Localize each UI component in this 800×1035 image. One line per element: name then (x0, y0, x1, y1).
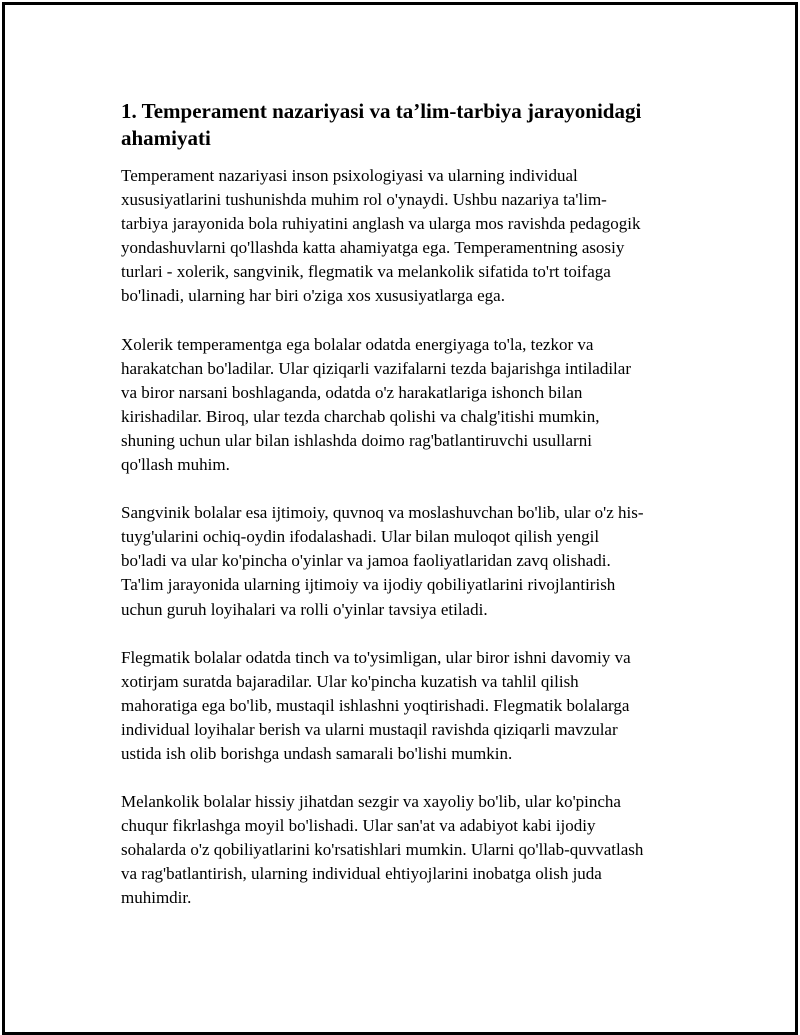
paragraph-xolerik (121, 333, 693, 478)
text-line: tuyg'ularini ochiq-oydin ifodalashadi. Ular bilan muloqot qilish yengil (121, 527, 600, 547)
text-line: Xolerik temperamentga ega bolalar odatda energiyaga to'la, tezkor va (121, 334, 594, 354)
document-content (121, 98, 693, 935)
text-line: uchun guruh loyihalari va rolli o'yinlar tavsiya etiladi. (121, 599, 488, 619)
text-line: Temperament nazariyasi inson psixologiyasi va ularning individual (121, 166, 578, 185)
title-line: ahamiyati (121, 126, 211, 150)
text-line: va rag'batlantirish, ularning individual ehtiyojlarini inobatga olish juda (121, 864, 602, 884)
text-line: Melankolik bolalar hissiy jihatdan sezgir va xayoliy bo'lib, ular ko'pincha (121, 792, 621, 812)
text-line: qo'llash muhim. (121, 455, 230, 475)
text-line: xususiyatlarini tushunishda muhim rol o'ynaydi. Ushbu nazariya ta'lim- (121, 190, 607, 210)
paragraph-intro (121, 164, 693, 309)
text-line: Ta'lim jarayonida ularning ijtimoiy va ijodiy qobiliyatlarini rivojlantirish (121, 575, 616, 595)
text-line: harakatchan bo'ladilar. Ular qiziqarli vazifalarni tezda bajarishga intiladilar (121, 358, 631, 378)
text-line: chuqur fikrlashga moyil bo'lishadi. Ular san'at va adabiyot kabi ijodiy (121, 816, 596, 836)
text-line: muhimdir. (121, 888, 192, 908)
text-line: individual loyihalar berish va ularni mustaqil ravishda qiziqarli mavzular (121, 719, 618, 739)
section-title (121, 98, 693, 152)
paragraph-melankolik (121, 790, 693, 910)
text-line: tarbiya jarayonida bola ruhiyatini anglash va ularga mos ravishda pedagogik (121, 214, 641, 234)
text-line: bo'ladi va ular ko'pincha o'yinlar va jamoa faoliyatlaridan zavq olishadi. (121, 551, 611, 571)
title-line: 1. Temperament nazariyasi va ta’lim-tarbiya jarayonidagi (121, 99, 642, 123)
text-line: yondashuvlarni qo'llashda katta ahamiyatga ega. Temperamentning asosiy (121, 238, 625, 258)
text-line: mahoratiga ega bo'lib, mustaqil ishlashni yoqtirishadi. Flegmatik bolalarga (121, 695, 630, 715)
text-line: ustida ish olib borishga undash samarali bo'lishi mumkin. (121, 743, 513, 763)
text-line: va biror narsani boshlaganda, odatda o'z harakatlariga ishonch bilan (121, 382, 583, 402)
paragraph-sangvinik (121, 501, 693, 621)
text-line: Flegmatik bolalar odatda tinch va to'ysimligan, ular biror ishni davomiy va (121, 647, 631, 667)
text-line: kirishadilar. Biroq, ular tezda charchab qolishi va chalg'itishi mumkin, (121, 406, 600, 426)
text-line: sohalarda o'z qobiliyatlarini ko'rsatishlari mumkin. Ularni qo'llab-quvvatlash (121, 840, 644, 860)
text-line: shuning uchun ular bilan ishlashda doimo rag'batlantiruvchi usullarni (121, 430, 592, 450)
paragraph-flegmatik (121, 646, 693, 766)
text-line: xotirjam suratda bajaradilar. Ular ko'pincha kuzatish va tahlil qilish (121, 671, 579, 691)
document-page (2, 2, 798, 1035)
text-line: bo'linadi, ularning har biri o'ziga xos xususiyatlarga ega. (121, 286, 505, 306)
text-line: Sangvinik bolalar esa ijtimoiy, quvnoq va moslashuvchan bo'lib, ular o'z his- (121, 503, 644, 523)
text-line: turlari - xolerik, sangvinik, flegmatik va melankolik sifatida to'rt toifaga (121, 262, 611, 282)
